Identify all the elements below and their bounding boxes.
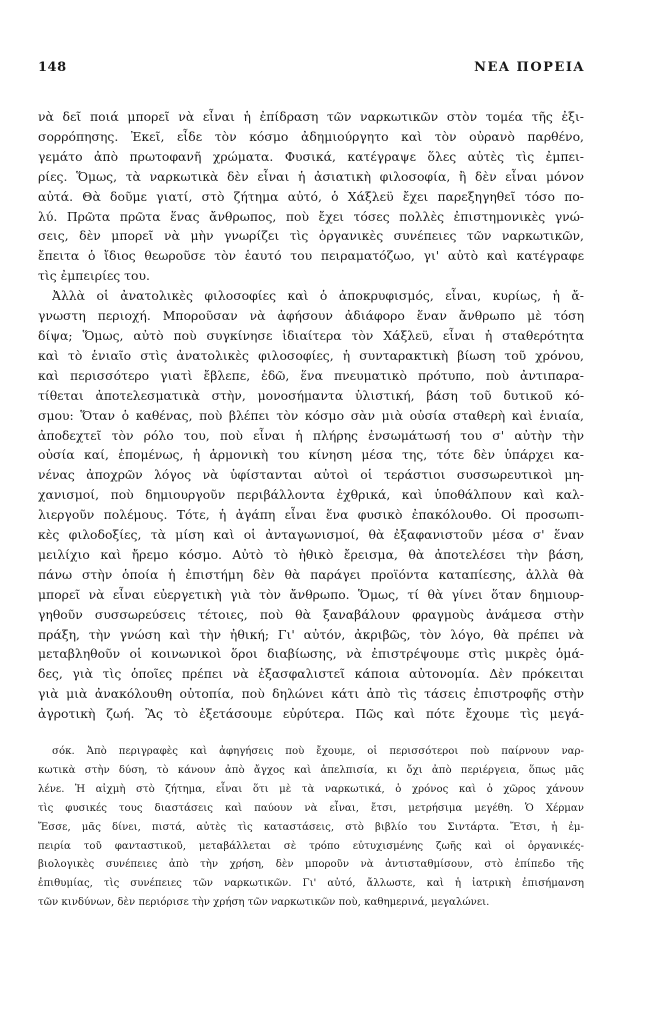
text-line: μπορεῖ νὰ εἶναι εὐεργετικὴ γιὰ τὸν ἄνθρωπο. Ὅμως, τί θὰ γίνει ὅταν δημιουρ- bbox=[38, 586, 584, 602]
footnote-line: κωτικὰ στὴν δύση, τὸ κάνουν ἀπὸ ἄγχος καὶ ἀπελπισία, κι ὄχι ἀπὸ περιέργεια, ὅπως μᾶς bbox=[38, 764, 584, 776]
text-line: δες, γιὰ τὶς ὁποῖες πρέπει νὰ ἐξασφαλιστεῖ κάποια αὐτονομία. Δὲν πρόκειται bbox=[38, 666, 584, 682]
running-title: ΝΕΑ ΠΟΡΕΙΑ bbox=[474, 60, 585, 75]
text-line: ρίες. Ὅμως, τὰ ναρκωτικὰ δὲν εἶναι ἡ ἀσιατικὴ φιλοσοφία, ἢ δὲν εἶναι μόνον bbox=[38, 168, 584, 184]
footnotes bbox=[38, 743, 584, 913]
text-line: γιὰ μιὰ ἀνακόλουθη οὐτοπία, ποὺ δηλώνει κάτι ἀπὸ τὶς τάσεις ἐπιστροφῆς στὴν bbox=[38, 686, 584, 702]
footnote-line: σόκ. Ἀπὸ περιγραφὲς καὶ ἀφηγήσεις ποὺ ἔχουμε, οἱ περισσότεροι ποὺ παίρνουν ναρ- bbox=[52, 746, 584, 757]
text-line: χανισμοί, ποὺ δημιουργοῦν περιβάλλοντα ἐχθρικά, καὶ ὑποθάλπουν καὶ καλ- bbox=[38, 487, 584, 503]
text-line: γνωστη περιοχή. Μποροῦσαν νὰ ἀφήσουν ἀδιάφορο ἕναν ἄνθρωπο μὲ τόση bbox=[38, 308, 584, 324]
text-line: τίθεται ἀποτελεσματικὰ στὴν, μονοσήμαντα ὑλιστική, βάση τοῦ δυτικοῦ κό- bbox=[38, 387, 584, 403]
text-line: ἀγροτικὴ ζωή. Ἂς τὸ ἐξετάσουμε εὐρύτερα. Πῶς καὶ πότε ἔχουμε τὶς μεγά- bbox=[38, 706, 584, 722]
text-line: μειλίχιο καὶ ἤρεμο κόσμο. Αὐτὸ τὸ ἠθικὸ ἔρεισμα, θὰ ἀποτελέσει τὴν βάση, bbox=[38, 546, 584, 562]
text-line: πράξη, τὴν γνώση καὶ τὴν ἠθική; Γι' αὐτόν, ἀκριβῶς, τὸν λόγο, θὰ πρέπει νὰ bbox=[38, 626, 584, 642]
text-line: νὰ δεῖ ποιά μπορεῖ νὰ εἶναι ἡ ἐπίδραση τῶν ναρκωτικῶν στὸν τομέα τῆς ἐξι- bbox=[38, 109, 584, 124]
text-line: πάνω στὴν ὁποία ἡ ἐπιστήμη δὲν θὰ παράγει προϊόντα καταπίεσης, ἀλλὰ θὰ bbox=[38, 566, 584, 582]
text-line: γηθοῦν συσσωρεύσεις τέτοιες, ποὺ θὰ ξαναβάλουν φραγμοὺς ἀνάμεσα στὴν bbox=[38, 606, 584, 622]
footnote-line: τῶν κινδύνων, δὲν περιόρισε τὴν χρήση τῶν ναρκωτικῶν ποὺ, καθημερινά, μεγαλώνει. bbox=[38, 897, 490, 909]
text-line: καὶ τὸ ἑνιαῖο στὶς ἀνατολικὲς φιλοσοφίες, ἡ συνταρακτικὴ βίωση τοῦ χρόνου, bbox=[38, 347, 584, 363]
text-line: σορρόπησης. Ἐκεῖ, εἶδε τὸν κόσμο ἀδημιούργητο καὶ τὸν οὐρανὸ παρθένο, bbox=[38, 128, 584, 144]
text-line: ἀποδεχτεῖ τὸν ρόλο του, ποὺ εἶναι ἡ πλήρης ἐνσωμάτωσή του σ' αὐτὴν τὴν bbox=[38, 427, 584, 443]
text-line: γεμάτο ἀπὸ πρωτοφανῆ χρώματα. Φυσικά, κατέγραψε ὅλες αὐτὲς τὶς ἐμπει- bbox=[38, 148, 584, 164]
footnote-line: βιολογικὲς συνέπειες ἀπὸ τὴν χρήση, δὲν μποροῦν νὰ ἀντισταθμίσουν, στὸ ἐπίπεδο τῆς bbox=[38, 859, 584, 871]
page-number: 148 bbox=[38, 60, 67, 75]
footnote-line: πειρία τοῦ φανταστικοῦ, μεταβάλλεται σὲ τρόπο εὐτυχισμένης ζωῆς καὶ οἱ ὀργανικές- bbox=[38, 840, 584, 852]
text-line: τὶς ἐμπειρίες του. bbox=[38, 268, 150, 284]
text-line: καὶ περισσότερο γιατὶ ἔβλεπε, ἐδῶ, ἕνα πνευματικὸ πρότυπο, ποὺ ἀντιπαρα- bbox=[38, 367, 584, 383]
text-line: κὲς φιλοδοξίες, τὰ μίση καὶ οἱ ἀνταγωνισμοί, θὰ ἐξαφανιστοῦν μέσα σ' ἕναν bbox=[38, 527, 584, 543]
text-line: σεις, δὲν μπορεῖ νὰ μὴν γνωρίζει τὶς ὀργανικὲς συνέπειες τῶν ναρκωτικῶν, bbox=[38, 228, 584, 244]
text-line: σμου: Ὅταν ὁ καθένας, ποὺ βλέπει τὸν κόσμο σὰν μιὰ οὐσία σταθερὴ καὶ ἑνιαία, bbox=[38, 407, 584, 423]
footnote-line: λένε. Ἡ αἰχμὴ στὸ ζήτημα, εἶναι ὅτι μὲ τὰ ναρκωτικά, ὁ χρόνος καὶ ὁ χῶρος χάνουν bbox=[38, 783, 584, 795]
footnote-line: ἐπιθυμίας, τὶς συνέπειες τῶν ναρκωτικῶν. Γι' αὐτό, ἄλλωστε, καὶ ἡ ἰατρικὴ ἐπισήμανση bbox=[38, 878, 584, 890]
text-line: δίψα; Ὅμως, αὐτὸ ποὺ συγκίνησε ἰδιαίτερα τὸν Χάξλεϋ, εἶναι ἡ σταθερότητα bbox=[38, 327, 584, 343]
footnote-line: Ἔσσε, μᾶς δίνει, πιστά, αὐτὲς τὶς καταστάσεις, στὸ βιβλίο του Σιντάρτα. Ἔτσι, ἡ ἐμ- bbox=[38, 821, 584, 833]
footnote-line: τὶς φυσικές τους διαστάσεις καὶ παύουν νὰ εἶναι, ἔτσι, μετρήσιμα μεγέθη. Ὁ Χέρμαν bbox=[38, 802, 584, 814]
text-line: οὐσία καί, ἑπομένως, ἡ ἁρμονικὴ του κίνηση μέσα της, τότε δὲν ὑπάρχει κα- bbox=[38, 447, 584, 463]
text-line: λιεργοῦν πολέμους. Τότε, ἡ ἀγάπη εἶναι ἕνα φυσικὸ ἐπακόλουθο. Οἱ προσωπι- bbox=[38, 507, 584, 523]
text-line: ἔπειτα ὁ ἴδιος θεωροῦσε τὸν ἑαυτό του πειραματόζωο, γι' αὐτὸ καὶ κατέγραφε bbox=[38, 248, 584, 264]
text-line: Ἀλλὰ οἱ ἀνατολικὲς φιλοσοφίες καὶ ὁ ἀποκρυφισμός, εἶναι, κυρίως, ἡ ἄ- bbox=[52, 288, 584, 304]
main-text bbox=[38, 107, 584, 724]
page-header bbox=[38, 60, 585, 75]
text-line: μεταβληθοῦν οἱ κοινωνικοὶ ὅροι διαβίωσης, νὰ ἐπιστρέψουμε στὶς μικρὲς ὁμά- bbox=[38, 646, 584, 662]
text-line: λύ. Πρῶτα πρῶτα ἕνας ἄνθρωπος, ποὺ ἔχει τόσες πολλὲς ἐπιστημονικὲς γνώ- bbox=[38, 208, 584, 224]
text-line: νένας ἀποχρῶν λόγος νὰ ὑφίστανται αὐτοὶ οἱ τεράστιοι συσσωρευτικοὶ μη- bbox=[38, 467, 584, 483]
text-line: αὐτά. Θὰ δοῦμε γιατί, στὸ ζήτημα αὐτό, ὁ Χάξλεϋ ἔχει παρεξηγηθεῖ τόσο πο- bbox=[38, 188, 584, 204]
